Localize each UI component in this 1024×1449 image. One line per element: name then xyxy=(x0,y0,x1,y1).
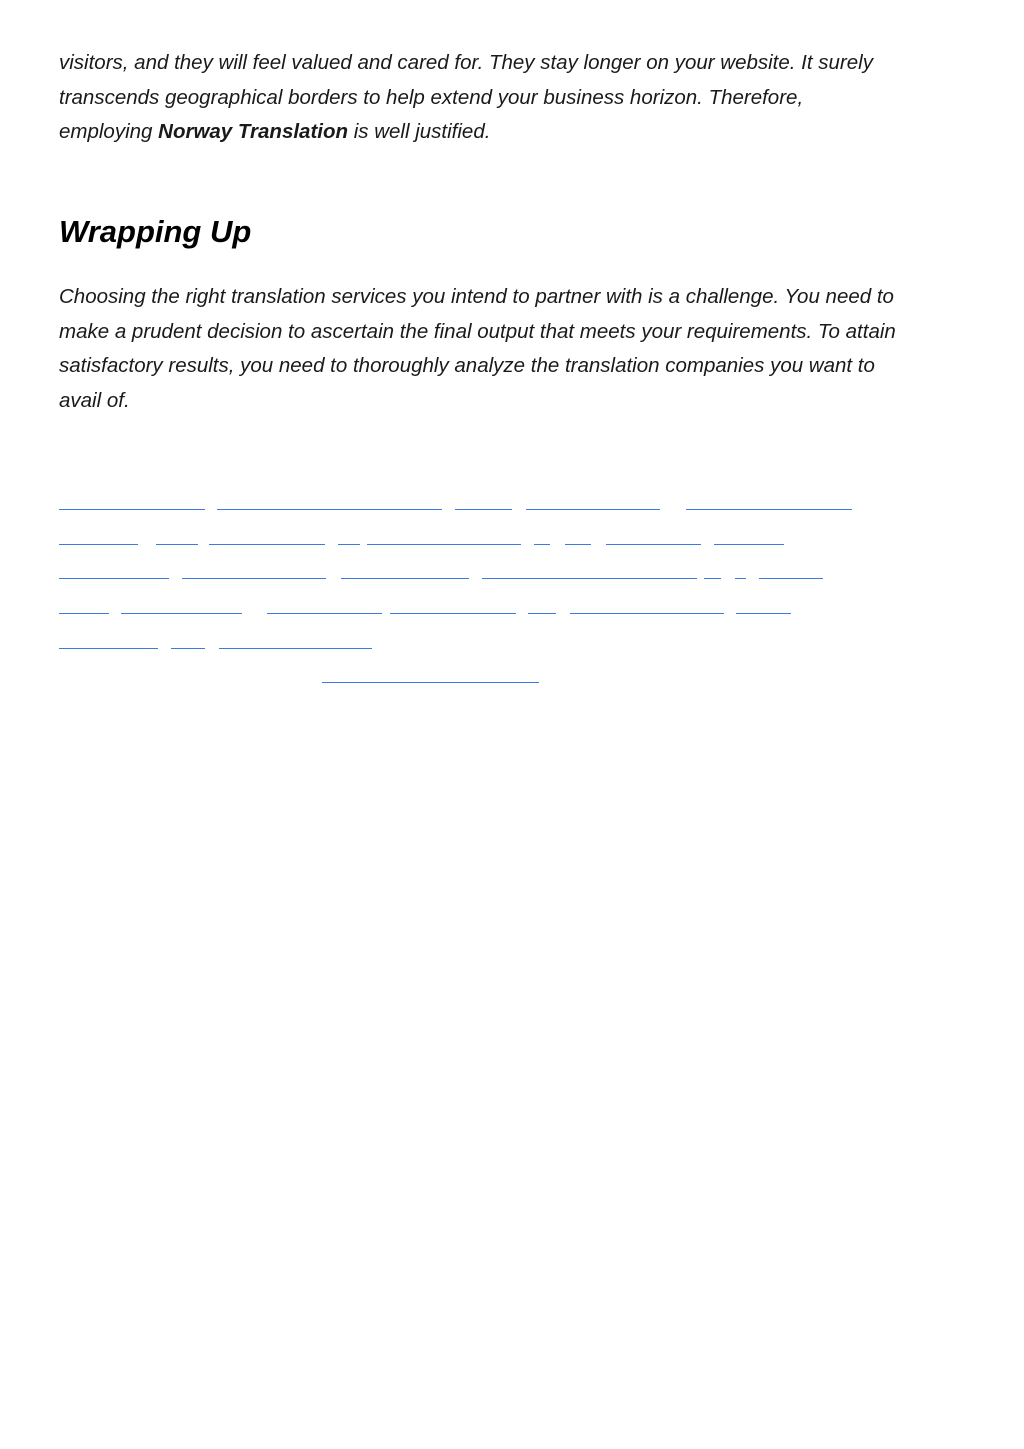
intro-line-3-prefix: employing xyxy=(59,120,159,143)
link-row xyxy=(59,525,959,545)
link[interactable] xyxy=(338,544,360,545)
link[interactable] xyxy=(322,682,539,683)
link[interactable] xyxy=(570,613,724,614)
link[interactable] xyxy=(156,544,198,545)
link[interactable] xyxy=(171,648,205,649)
link[interactable] xyxy=(714,544,784,545)
intro-line-3-suffix: is well justified. xyxy=(348,120,491,143)
norway-translation-bold: Norway Translation xyxy=(158,120,349,143)
intro-line-1: visitors, and they will feel valued and cared for. They stay longer on your website. It surely xyxy=(59,51,873,74)
link[interactable] xyxy=(736,613,791,614)
link[interactable] xyxy=(565,544,591,545)
link[interactable] xyxy=(59,544,138,545)
link[interactable] xyxy=(759,578,823,579)
link[interactable] xyxy=(528,613,556,614)
intro-line-2: transcends geographical borders to help extend your business horizon. Therefore, xyxy=(59,85,804,109)
link-row xyxy=(59,663,959,683)
link[interactable] xyxy=(219,648,372,649)
link-row xyxy=(59,629,959,649)
link[interactable] xyxy=(59,648,158,649)
link[interactable] xyxy=(182,578,326,579)
link[interactable] xyxy=(482,578,697,579)
section-heading: Wrapping Up xyxy=(59,214,252,249)
link[interactable] xyxy=(59,509,205,510)
link[interactable] xyxy=(367,544,521,545)
hidden-link-block xyxy=(59,490,959,700)
link-row xyxy=(59,559,959,579)
link[interactable] xyxy=(59,613,109,614)
body-line-4: avail of. xyxy=(59,388,130,412)
link[interactable] xyxy=(390,613,516,614)
wrapping-up-paragraph xyxy=(59,280,959,418)
link[interactable] xyxy=(534,544,550,545)
link[interactable] xyxy=(121,613,242,614)
link[interactable] xyxy=(455,509,512,510)
link[interactable] xyxy=(704,578,721,579)
body-line-1: Choosing the right translation services you intend to partner with is a challenge. You need to xyxy=(59,285,894,308)
link[interactable] xyxy=(267,613,382,614)
link[interactable] xyxy=(59,578,169,579)
link[interactable] xyxy=(217,509,442,510)
link[interactable] xyxy=(606,544,701,545)
link[interactable] xyxy=(209,544,325,545)
intro-paragraph xyxy=(59,46,959,150)
link[interactable] xyxy=(735,578,746,579)
link[interactable] xyxy=(341,578,469,579)
link[interactable] xyxy=(686,509,852,510)
body-line-3: satisfactory results, you need to thoroughly analyze the translation companies you want to xyxy=(59,354,875,377)
link[interactable] xyxy=(526,509,660,510)
link-row xyxy=(59,594,959,614)
body-line-2: make a prudent decision to ascertain the final output that meets your requirements. To attain xyxy=(59,319,896,343)
link-row xyxy=(59,490,959,510)
